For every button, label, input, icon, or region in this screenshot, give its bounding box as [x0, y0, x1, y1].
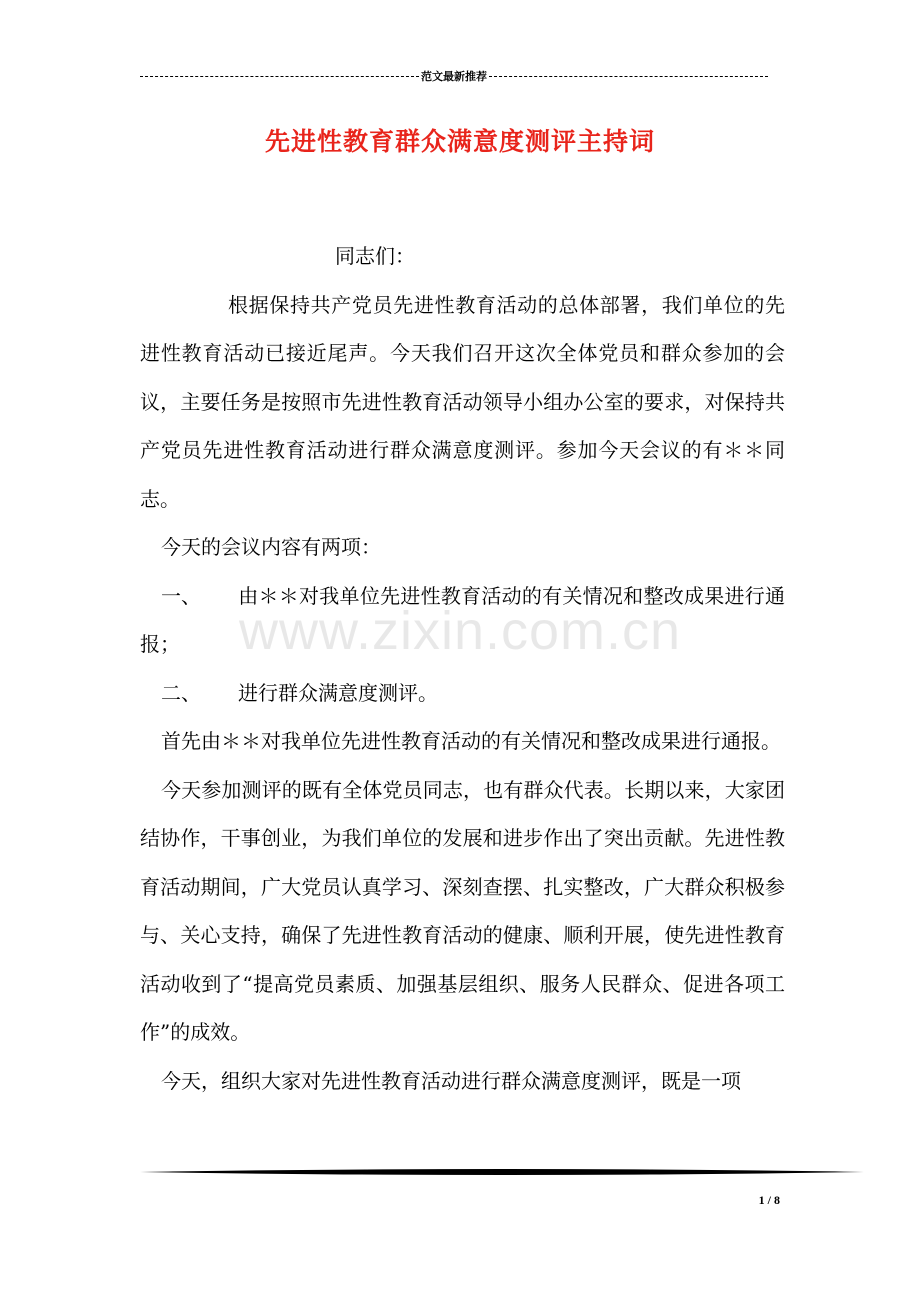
watermark: www.zixin.com.cn: [238, 601, 682, 661]
page-header: [140, 68, 768, 84]
header-label: 范文最新推荐: [421, 71, 487, 83]
agenda-item-1-number: 一、: [161, 583, 201, 608]
agenda-item-1-text: 由＊＊对我单位先进性教育活动的有关情况和整改成果进行通报；: [140, 583, 785, 656]
document-body: [140, 232, 785, 1105]
document-title: 先进性教育群众满意度测评主持词: [264, 127, 655, 156]
page-number: 1 / 8: [758, 1193, 780, 1207]
agenda-item-2-number: 二、: [161, 680, 201, 705]
footer-rule: [140, 1166, 864, 1178]
agenda-item-1: [140, 572, 785, 669]
header-dash-left: [140, 76, 419, 77]
paragraph-agenda: 今天的会议内容有两项：: [161, 535, 381, 559]
paragraph-report: 首先由＊＊对我单位先进性教育活动的有关情况和整改成果进行通报。: [161, 729, 781, 753]
paragraph-purpose: 今天，组织大家对先进性教育活动进行群众满意度测评，既是一项: [161, 1068, 741, 1093]
paragraph-intro: 根据保持共产党员先进性教育活动的总体部署，我们单位的先进性教育活动已接近尾声。今天我们召开这次全体党员和群众参加的会议，主要任务是按照市先进性教育活动领导小组办公室的要求，对保持共产党员先进性教育活动进行群众满意度测评。参加今天会议的有＊＊同志。: [140, 292, 785, 511]
header-dash-right: [489, 76, 768, 77]
agenda-item-2: [140, 669, 785, 718]
salutation: 同志们：: [335, 244, 415, 268]
agenda-item-2-text: 进行群众满意度测评。: [238, 680, 438, 705]
paragraph-participants: 今天参加测评的既有全体党员同志，也有群众代表。长期以来，大家团结协作，干事创业，为我们单位的发展和进步作出了突出贡献。先进性教育活动期间，广大党员认真学习、深刻查摆、扎实整改，广大群众积极参与、关心支持，确保了先进性教育活动的健康、顺利开展，使先进性教育活动收到了“提高党员素质、加强基层组织、服务人民群众、促进各项工作”的成效。: [140, 777, 785, 1044]
